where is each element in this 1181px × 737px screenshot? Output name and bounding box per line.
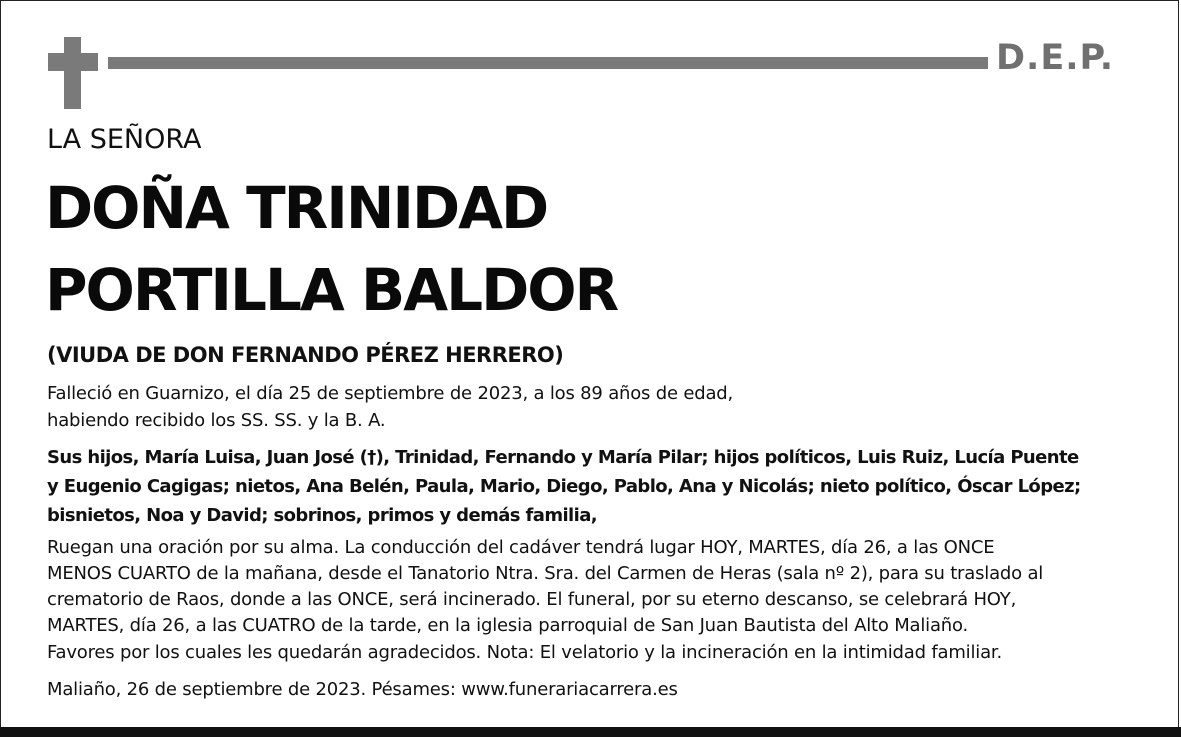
request-line: crematorio de Raos, donde a las ONCE, será incinerado. El funeral, por su eterno descanso, se celebrará HOY,	[47, 589, 1017, 610]
family-line: Sus hijos, María Luisa, Juan José (†), Trinidad, Fernando y María Pilar; hijos políticos, Luis Ruiz, Lucía Puente	[47, 447, 1079, 468]
header-rule	[108, 57, 988, 69]
family-line: bisnietos, Noa y David; sobrinos, primos y demás familia,	[47, 505, 597, 526]
deceased-name-line-2: PORTILLA BALDOR	[45, 256, 618, 324]
family-line: y Eugenio Cagigas; nietos, Ana Belén, Paula, Mario, Diego, Pablo, Ana y Nicolás; nieto político, Óscar López;	[47, 476, 1081, 497]
request-line: MENOS CUARTO de la mañana, desde el Tanatorio Ntra. Sra. del Carmen de Heras (sala nº 2), para su traslado al	[47, 563, 1044, 584]
death-info-line: Falleció en Guarnizo, el día 25 de septiembre de 2023, a los 89 años de edad,	[47, 383, 734, 404]
cross-icon-arm	[48, 53, 98, 71]
request-line: MARTES, día 26, a las CUATRO de la tarde, en la iglesia parroquial de San Juan Bautista del Alto Maliaño.	[47, 615, 969, 636]
bottom-bar	[0, 727, 1181, 737]
honorific: LA SEÑORA	[47, 124, 202, 155]
dep-label: D.E.P.	[996, 38, 1115, 78]
cross-icon	[64, 37, 81, 109]
widow-of: (VIUDA DE DON FERNANDO PÉREZ HERRERO)	[47, 343, 564, 367]
request-line: Ruegan una oración por su alma. La conducción del cadáver tendrá lugar HOY, MARTES, día 26, a las ONCE	[47, 537, 995, 558]
deceased-name-line-1: DOÑA TRINIDAD	[45, 174, 548, 242]
death-info-line: habiendo recibido los SS. SS. y la B. A.	[47, 410, 386, 431]
footer-line: Maliaño, 26 de septiembre de 2023. Pésames: www.funerariacarrera.es	[47, 679, 678, 700]
request-line: Favores por los cuales les quedarán agradecidos. Nota: El velatorio y la incineración en la intimidad familiar.	[47, 642, 1002, 663]
